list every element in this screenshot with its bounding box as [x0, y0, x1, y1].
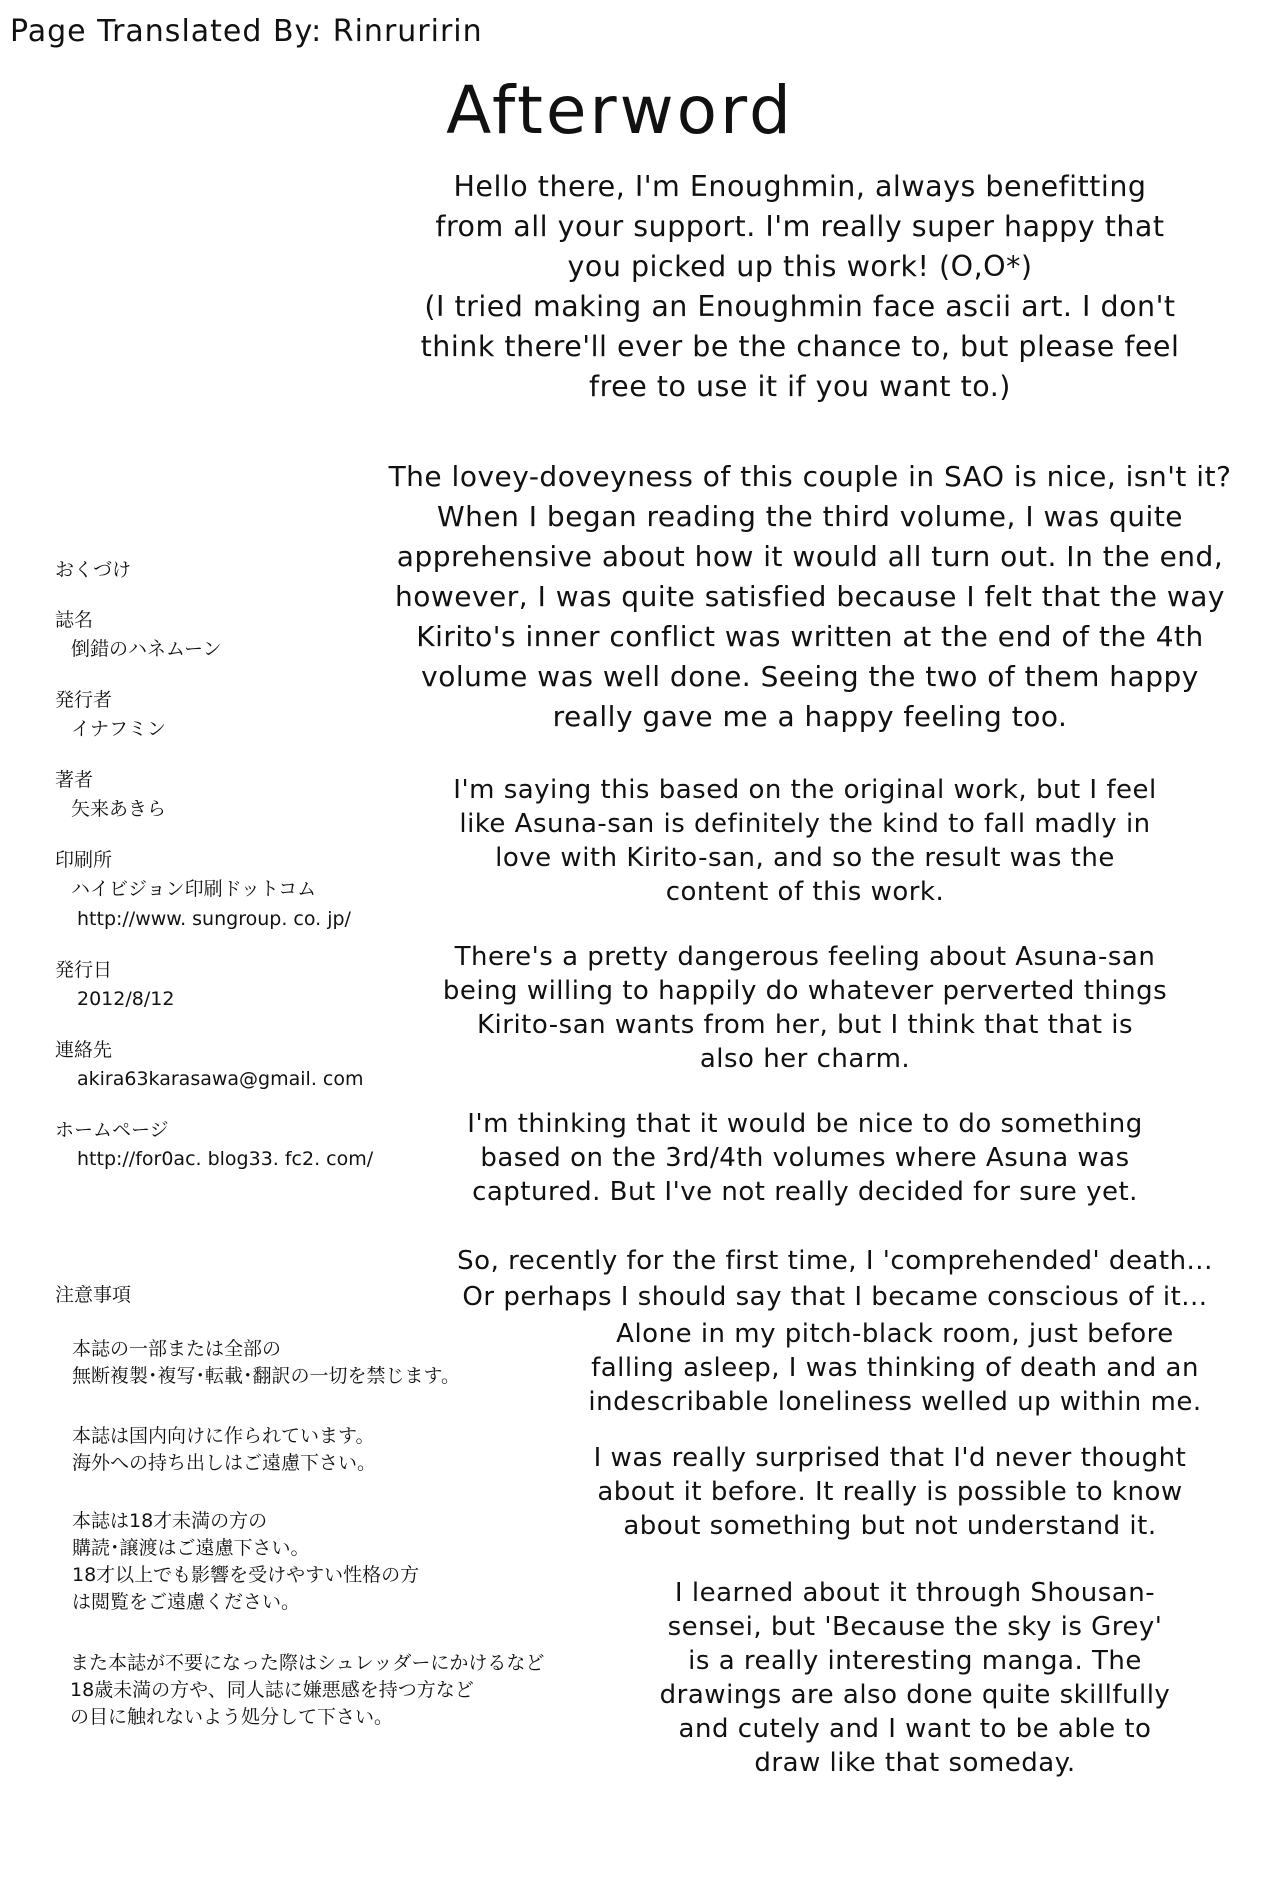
colophon-label-contact: 連絡先 — [55, 1039, 113, 1061]
text-line: being willing to happily do whatever perverted things — [442, 976, 1168, 1006]
text-line: about something but not understand it. — [623, 1511, 1157, 1541]
afterword-paragraph — [405, 940, 1205, 1076]
text-line: (I tried making an Enoughmin face ascii art. I don't — [424, 290, 1176, 323]
text-line: and cutely and I want to be able to — [678, 1714, 1152, 1744]
note-item — [72, 1423, 552, 1477]
text-line: drawings are also done quite skillfully — [659, 1680, 1171, 1710]
colophon-value-homepage: http://for0ac. blog33. fc2. com/ — [77, 1148, 374, 1170]
text-line: free to use it if you want to.) — [589, 370, 1011, 403]
note-line: 海外への持ち出しはご遠慮下さい。 — [72, 1452, 377, 1474]
translator-credit: Page Translated By: Rinruririn — [10, 14, 483, 49]
note-line: 本誌は国内向けに作られています。 — [72, 1425, 375, 1447]
text-line: I was really surprised that I'd never thought — [593, 1443, 1187, 1473]
text-line: indescribable loneliness welled up within me. — [588, 1387, 1202, 1417]
text-line: I'm saying this based on the original work, but I feel — [453, 775, 1157, 805]
colophon-label-homepage: ホームページ — [55, 1119, 169, 1141]
text-line: really gave me a happy feeling too. — [552, 700, 1068, 733]
text-line: Alone in my pitch-black room, just before — [616, 1319, 1174, 1349]
note-line: 18才以上でも影響を受けやすい性格の方 — [72, 1564, 420, 1586]
note-item — [72, 1508, 552, 1616]
afterword-paragraph — [330, 167, 1270, 407]
text-line: So, recently for the first time, I 'comprehended' death... — [457, 1246, 1213, 1276]
colophon-value-title: 倒錯のハネムーン — [71, 638, 222, 660]
text-line: is a really interesting manga. The — [688, 1646, 1142, 1676]
notes-heading: 注意事項 — [55, 1284, 132, 1306]
colophon-value-printer: ハイビジョン印刷ドットコム — [71, 878, 317, 900]
text-line: also her charm. — [699, 1044, 911, 1074]
colophon-printer-url: http://www. sungroup. co. jp/ — [77, 908, 351, 930]
afterword-paragraph — [605, 1576, 1225, 1780]
note-item — [72, 1336, 552, 1390]
note-item — [70, 1650, 550, 1731]
text-line: apprehensive about how it would all turn out. In the end, — [396, 540, 1224, 573]
afterword-paragraph — [400, 1243, 1270, 1315]
note-line: また本誌が不要になった際はシュレッダーにかけるなど — [70, 1652, 545, 1674]
colophon — [55, 556, 455, 1174]
colophon-label-date: 発行日 — [55, 959, 113, 981]
page-title: Afterword — [446, 72, 794, 149]
text-line: Or perhaps I should say that I became conscious of it... — [462, 1282, 1208, 1312]
note-line: 購読･譲渡はご遠慮下さい。 — [72, 1537, 310, 1559]
text-line: love with Kirito-san, and so the result was the — [495, 843, 1115, 873]
text-line: The lovey-doveyness of this couple in SAO is nice, isn't it? — [388, 460, 1232, 493]
text-line: like Asuna-san is definitely the kind to fall madly in — [459, 809, 1151, 839]
note-line: は閲覧をご遠慮ください。 — [72, 1591, 301, 1613]
text-line: draw like that someday. — [754, 1748, 1076, 1778]
text-line: volume was well done. Seeing the two of them happy — [421, 660, 1199, 693]
text-line: sensei, but 'Because the sky is Grey' — [667, 1612, 1163, 1642]
text-line: When I began reading the third volume, I was quite — [436, 500, 1184, 533]
colophon-label-publisher: 発行者 — [55, 689, 113, 711]
note-line: 無断複製･複写･転載･翻訳の一切を禁じます。 — [72, 1365, 460, 1387]
afterword-paragraph — [520, 1441, 1260, 1543]
text-line: Kirito's inner conflict was written at the end of the 4th — [416, 620, 1204, 653]
colophon-value-publisher: イナフミン — [71, 718, 167, 740]
text-line: content of this work. — [665, 877, 945, 907]
text-line: however, I was quite satisfied because I felt that the way — [394, 580, 1225, 613]
note-line: 本誌の一部または全部の — [72, 1338, 282, 1360]
text-line: Kirito-san wants from her, but I think that that is — [477, 1010, 1133, 1040]
text-line: captured. But I've not really decided for sure yet. — [472, 1177, 1138, 1207]
text-line: There's a pretty dangerous feeling about Asuna-san — [454, 942, 1156, 972]
text-line: you picked up this work! (O,O*) — [567, 250, 1033, 283]
colophon-value-author: 矢来あきら — [71, 798, 167, 820]
text-line: about it before. It really is possible to know — [597, 1477, 1183, 1507]
afterword-paragraph — [405, 773, 1205, 909]
note-line: 本誌は18才未満の方の — [72, 1510, 268, 1532]
afterword-paragraph — [345, 457, 1275, 737]
text-line: based on the 3rd/4th volumes where Asuna was — [480, 1143, 1130, 1173]
text-line: think there'll ever be the chance to, but please feel — [420, 330, 1180, 363]
afterword-paragraph — [405, 1107, 1205, 1209]
text-line: from all your support. I'm really super happy that — [435, 210, 1165, 243]
colophon-label-author: 著者 — [55, 769, 94, 791]
text-line: I learned about it through Shousan- — [674, 1578, 1156, 1608]
text-line: I'm thinking that it would be nice to do something — [467, 1109, 1143, 1139]
colophon-label-title: 誌名 — [55, 609, 94, 631]
colophon-value-contact: akira63karasawa@gmail. com — [77, 1068, 364, 1090]
afterword-paragraph — [530, 1317, 1260, 1419]
colophon-heading: おくづけ — [55, 559, 132, 581]
colophon-value-date: 2012/8/12 — [77, 988, 175, 1010]
note-line: の目に触れないよう処分して下さい。 — [70, 1706, 394, 1728]
text-line: Hello there, I'm Enoughmin, always benefitting — [453, 170, 1147, 203]
colophon-label-printer: 印刷所 — [55, 849, 113, 871]
note-line: 18歳未満の方や、同人誌に嫌悪感を持つ方など — [70, 1679, 474, 1701]
text-line: falling asleep, I was thinking of death and an — [591, 1353, 1199, 1383]
